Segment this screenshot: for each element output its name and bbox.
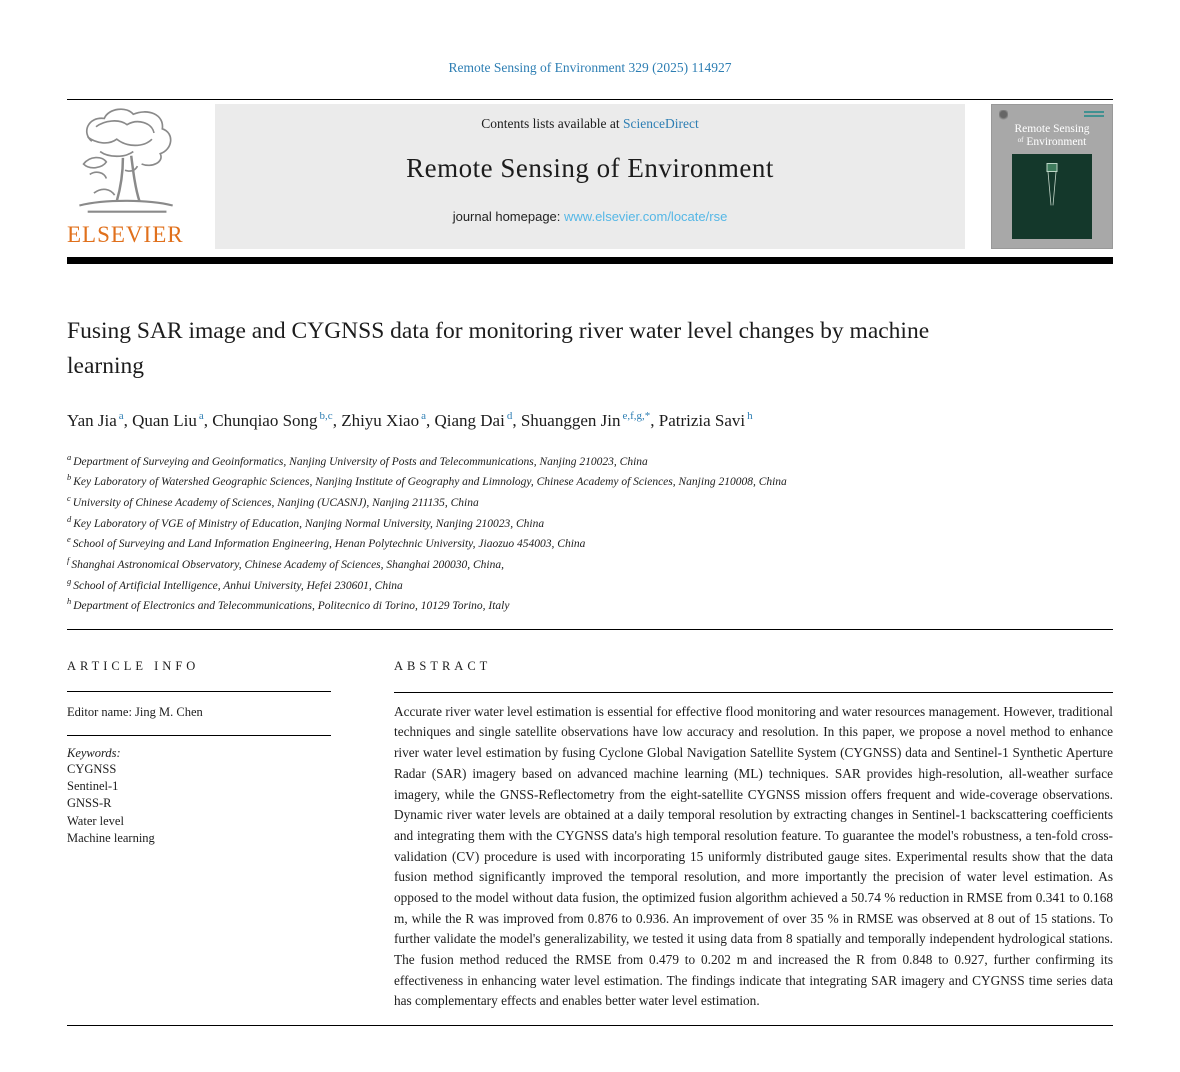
author-affil-sup: h: [747, 409, 753, 422]
affiliation-row: [67, 533, 1113, 554]
journal-cover-thumbnail: [991, 104, 1113, 249]
affiliation-sup: d: [67, 513, 72, 524]
article-info-rule-1: [67, 691, 331, 692]
bottom-rule: [67, 1025, 1113, 1026]
affiliation-row: [67, 471, 1113, 492]
author: [67, 411, 132, 430]
abstract-rule: [394, 692, 1113, 693]
abstract-heading: ABSTRACT: [394, 658, 492, 673]
top-rule: [67, 99, 1113, 100]
affiliation-text: Department of Electronics and Telecommunications, Politecnico di Torino, 10129 Torino, Italy: [73, 600, 510, 612]
author-affil-sup: e,f,g,*: [622, 409, 651, 422]
contents-line: [215, 116, 965, 132]
article-info-rule-2: [67, 735, 331, 736]
keywords-label: Keywords:: [67, 745, 121, 760]
sciencedirect-link[interactable]: ScienceDirect: [623, 116, 699, 131]
affiliation-text: University of Chinese Academy of Sciences, Nanjing (UCASNJ), Nanjing 211135, China: [72, 496, 479, 509]
affiliation-row: [67, 554, 1113, 575]
cover-sphere-icon: [1030, 190, 1074, 234]
affiliation-sup: h: [67, 596, 72, 607]
keyword-item: GNSS-R: [67, 796, 112, 811]
author-separator: ,: [123, 410, 133, 430]
cover-issn-icon: [1084, 111, 1104, 119]
cover-title-line1: Remote Sensing: [1014, 123, 1090, 135]
author: [659, 411, 753, 430]
abstract-column: [394, 659, 1113, 1012]
author-separator: ,: [332, 410, 342, 430]
author: [341, 411, 434, 430]
author-name: Qiang Dai: [434, 410, 505, 430]
info-abstract-columns: [67, 630, 1113, 1012]
article-title: Fusing SAR image and CYGNSS data for monitoring river water level changes by machine learning: [67, 318, 930, 380]
affiliation-row: [67, 595, 1113, 616]
author: [521, 411, 659, 430]
elsevier-logo: [67, 104, 215, 249]
contents-text: Contents lists available at: [481, 116, 623, 131]
author-separator: ,: [203, 410, 213, 430]
masthead: [67, 104, 1113, 249]
affiliation-sup: c: [67, 492, 71, 503]
elsevier-wordmark: ELSEVIER: [67, 222, 184, 247]
abstract-text: Accurate river water level estimation is essential for effective flood monitoring and water resources management. However, traditional techniques and single satellite observations have low accuracy and resolution. In this paper, we propose a novel method to enhance river water level estimation by fusing Cyclone Global Navigation Satellite System (CYGNSS) data and Sentinel-1 Synthetic Aperture Radar (SAR) imagery based on advanced machine learning (ML) techniques. SAR provides high-resolution, all-weather surface imagery, while the GNSS-Reflectometry from the eight-satellite CYGNSS mission offers frequent and wide-coverage observations. Dynamic river water levels are obtained at a daily temporal resolution by extracting changes in Sentinel-1 backscattering coefficients and integrating them with the CYGNSS data's high temporal resolution feature. To guarantee the model's robustness, a ten-fold cross-validation (CV) procedure is used with incorporating 15 uniformly distributed gauge sites. Experimental results show that the data fusion method significantly improved the temporal resolution, and more importantly the precision of water level estimation. As opposed to the model without data fusion, the optimized fusion algorithm achieved a 50.74 % reduction in RMSE from 0.341 to 0.168 m, while the R was improved from 0.876 to 0.936. An improvement of over 35 % in RMSE was observed at 8 out of 15 stations. To further validate the model's generalizability, we tested it using data from 8 spatially and temporally independent hydrological stations. The fusion method reduced the RMSE from 0.479 to 0.202 m and increased the R from 0.848 to 0.927, further confirming its effectiveness in enhancing water level estimation. The findings indicate that integrating SAR imagery and CYGNSS time series data has complementary effects and enables better water level estimation.: [394, 703, 1113, 1009]
author: [212, 411, 341, 430]
affiliation-sup: e: [67, 534, 71, 545]
author-affil-sup: a: [198, 409, 204, 422]
author: [434, 411, 520, 430]
affiliation-row: [67, 513, 1113, 534]
affiliation-row: [67, 575, 1113, 596]
cover-title: [992, 123, 1112, 149]
masthead-journal-title: Remote Sensing of Environment: [406, 153, 774, 183]
homepage-line: [215, 209, 965, 224]
cover-title-of: of: [1017, 136, 1024, 145]
affiliation-row: [67, 451, 1113, 472]
affiliation-sup: b: [67, 472, 72, 483]
masthead-divider-bar: [67, 257, 1113, 264]
author-name: Patrizia Savi: [658, 410, 746, 430]
cover-art-panel: [1012, 154, 1092, 239]
author-separator: ,: [650, 410, 659, 430]
homepage-url-link[interactable]: www.elsevier.com/locate/rse: [564, 209, 728, 224]
journal-reference: Remote Sensing of Environment 329 (2025) 114927: [448, 60, 732, 75]
keyword-item: Water level: [67, 813, 124, 828]
keyword-item: CYGNSS: [67, 761, 117, 776]
author-name: Quan Liu: [132, 410, 197, 430]
author-affil-sup: a: [118, 409, 124, 422]
elsevier-tree-icon: [73, 106, 177, 220]
affiliation-text: Key Laboratory of VGE of Ministry of Education, Nanjing Normal University, Nanjing 210023, China: [73, 517, 545, 530]
author-separator: ,: [425, 410, 435, 430]
homepage-label: journal homepage:: [452, 209, 565, 224]
cover-title-line2: Environment: [1026, 136, 1087, 149]
cover-logo-icon: [999, 110, 1008, 121]
article-info-heading: ARTICLE INFO: [67, 658, 200, 673]
article-info-column: [67, 659, 331, 1012]
affiliation-text: Shanghai Astronomical Observatory, Chinese Academy of Sciences, Shanghai 200030, China,: [71, 558, 504, 571]
author-affil-sup: d: [506, 409, 513, 422]
author-affil-sup: b,c: [319, 409, 333, 422]
affiliation-row: [67, 492, 1113, 513]
author-name: Chunqiao Song: [212, 410, 318, 430]
editor-name: Editor name: Jing M. Chen: [67, 704, 203, 719]
affiliation-sup: a: [67, 451, 72, 462]
affiliation-list: [67, 451, 1113, 616]
keyword-item: Sentinel-1: [67, 779, 119, 794]
affiliation-sup: g: [67, 575, 72, 586]
affiliation-text: School of Artificial Intelligence, Anhui University, Hefei 230601, China: [73, 579, 403, 592]
affiliation-sup: f: [67, 554, 70, 565]
keyword-item: Machine learning: [67, 830, 155, 845]
author-separator: ,: [512, 410, 521, 430]
affiliation-text: School of Surveying and Land Information Engineering, Henan Polytechnic University, Jiaozuo 454003, China: [72, 538, 586, 551]
affiliation-text: Department of Surveying and Geoinformatics, Nanjing University of Posts and Telecommunications, Nanjing 210023, China: [73, 455, 648, 468]
masthead-panel: [215, 104, 965, 249]
author-name: Zhiyu Xiao: [341, 410, 420, 430]
author-name: Yan Jia: [67, 410, 117, 430]
author-name: Shuanggen Jin: [520, 410, 621, 430]
author-affil-sup: a: [421, 409, 426, 422]
affiliation-text: Key Laboratory of Watershed Geographic Sciences, Nanjing Institute of Geography and Limnology, Chinese Academy of Sciences, Nanjing 210008, China: [73, 476, 787, 489]
author-list: [67, 407, 979, 434]
author: [132, 411, 212, 430]
